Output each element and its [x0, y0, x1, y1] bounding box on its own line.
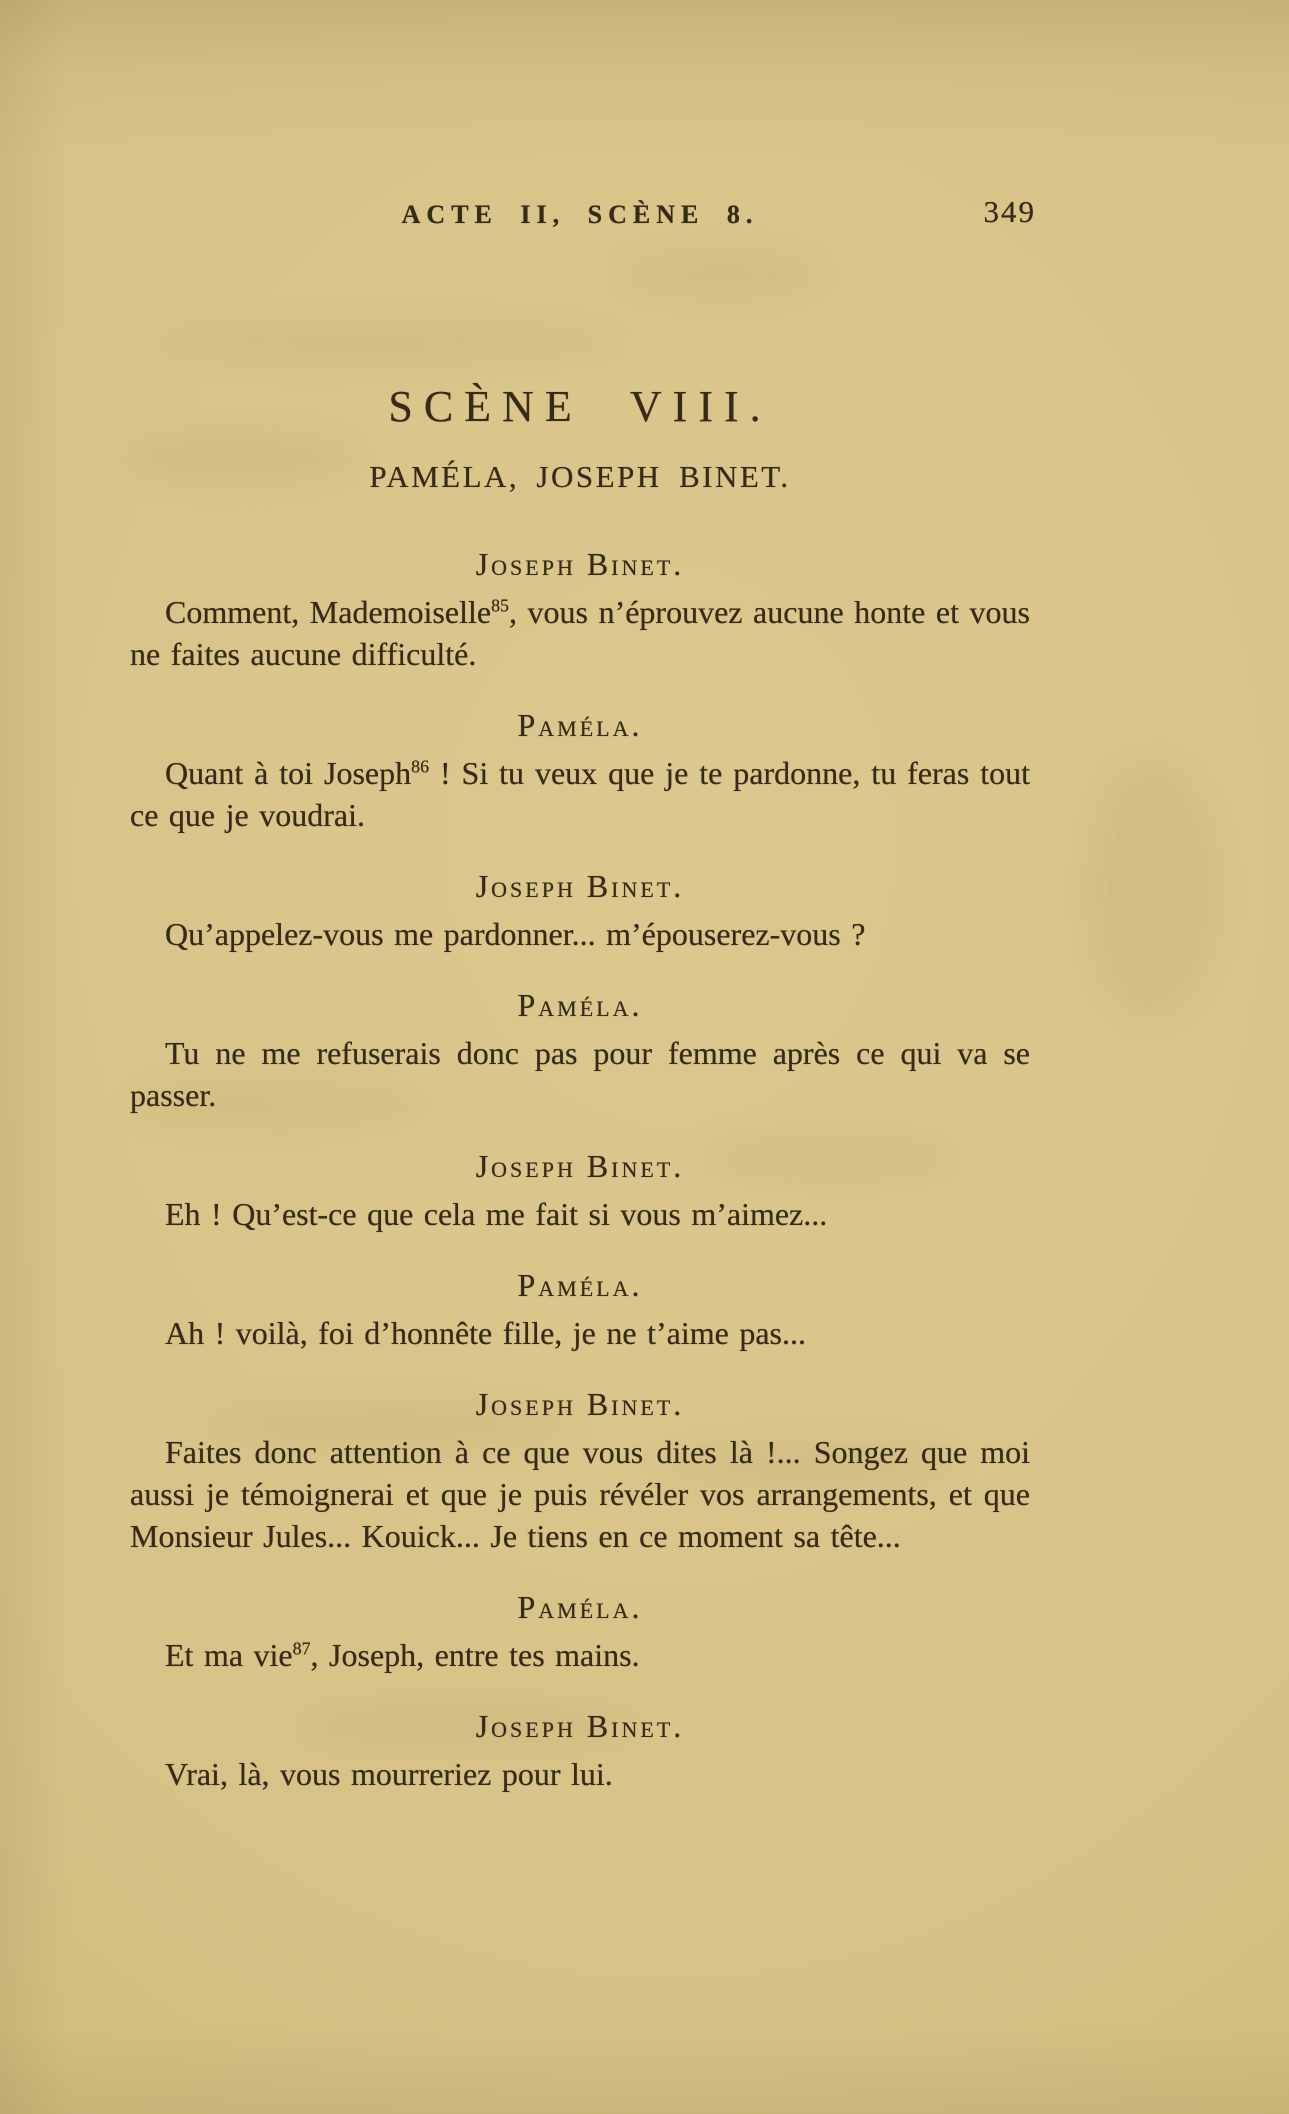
speaker-name: Joseph Binet.	[475, 1708, 685, 1744]
footnote-ref: 87	[292, 1638, 311, 1659]
speech-text: Eh ! Qu’est-ce que cela me fait si vous m’aimez...	[165, 1196, 828, 1232]
speech-text: Quant à toi Joseph$^{86}$ ! Si tu veux que je te pardonne, tu feras tout ce que je voudrai.	[130, 755, 1031, 833]
speech	[130, 1148, 1030, 1235]
speaker-name: Paméla.	[517, 707, 643, 743]
speech	[130, 868, 1030, 955]
speaker-name: Joseph Binet.	[475, 868, 685, 904]
page-header	[130, 194, 1036, 232]
speech	[130, 1708, 1030, 1795]
speech	[130, 707, 1030, 836]
speech-text: Et ma vie$^{87}$, Joseph, entre tes mains.	[165, 1637, 640, 1673]
speech	[130, 987, 1030, 1116]
speech	[130, 1267, 1030, 1354]
speech-text: Vrai, là, vous mourreriez pour lui.	[165, 1756, 613, 1792]
speaker-name: Paméla.	[517, 987, 643, 1023]
speech-text: Qu’appelez-vous me pardonner... m’épouserez-vous ?	[165, 916, 866, 952]
speech	[130, 546, 1030, 675]
speaker-name: Joseph Binet.	[475, 1386, 685, 1422]
running-head: ACTE II, SCÈNE 8.	[401, 200, 759, 229]
text-column	[130, 0, 1036, 1795]
page-body	[130, 382, 1030, 1795]
speaker-name: Paméla.	[517, 1589, 643, 1625]
scene-title: SCÈNE VIII.	[388, 382, 772, 431]
scene-characters: PAMÉLA, JOSEPH BINET.	[369, 459, 791, 494]
speech	[130, 1589, 1030, 1676]
speaker-name: Joseph Binet.	[475, 546, 685, 582]
speech-text: Comment, Mademoiselle$^{85}$, vous n’éprouvez aucune honte et vous ne faites aucune difficulté.	[130, 594, 1031, 672]
dialogue	[130, 546, 1030, 1795]
page-number: 349	[983, 194, 1036, 229]
show-through-smudge	[1080, 760, 1220, 1020]
speaker-name: Joseph Binet.	[475, 1148, 685, 1184]
footnote-ref: 85	[491, 595, 509, 616]
speech-text: Faites donc attention à ce que vous dites là !... Songez que moi aussi je témoignerai et que je puis révéler vos arrangements, et que Monsieur Jules... Kouick... Je tiens en ce moment sa tête...	[130, 1434, 1030, 1554]
speech	[130, 1386, 1030, 1557]
footnote-ref: 86	[411, 756, 430, 777]
speech-text: Tu ne me refuserais donc pas pour femme après ce qui va se passer.	[130, 1035, 1030, 1113]
speaker-name: Paméla.	[517, 1267, 643, 1303]
speech-text: Ah ! voilà, foi d’honnête fille, je ne t’aime pas...	[165, 1315, 806, 1351]
